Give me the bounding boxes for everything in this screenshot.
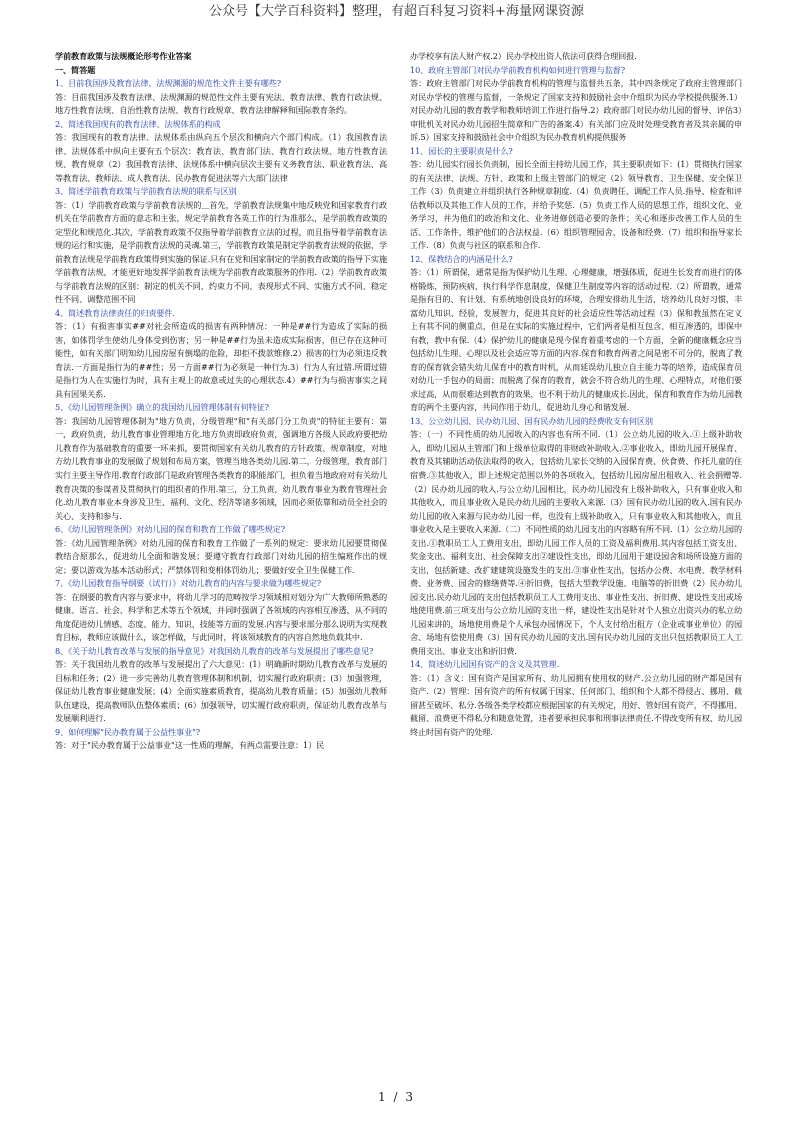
answer-paragraph: 答：（一）不同性质的幼儿园收入的内容也有所不同.（1）公立幼儿园的收入.①上级补助收入，即幼儿园从主管部门和上级单位取得的非财政补助收入.②事业收入，即幼儿园开展保育、教育及其辅助活动依法取得的收入，包括幼儿家长交纳的入园保育费、伙食费、作托儿童的住宿费.③其他收入，即上述规定范围以外的各项收入，包括幼儿园房屋出租收入、社会捐赠等.（2）民办幼儿园的收入.与公立幼儿园相比，民办幼儿园没有上级补助收入，只有事业收入和其他收入，而且事业收入是民办幼儿园的主要收入来源.（3）国有民办幼儿园的收入.国有民办幼儿园的收入来源与民办幼儿园一样，也没有上级补助收入，只有事业收入和其他收入，而且事业收入是主要收入来源.（二）不同性质的幼儿园支出的内容略有所不同.（1）公立幼儿园的支出.①教职员工人工费用支出，即幼儿园工作人员的工资及福利费用.其内容包括工资支出、奖金支出、福利支出、社会保障支出②建设性支出，即幼儿园用于建设园舍和场所设施方面的支出，包括新建、改扩建建筑设施发生的支出.③事业性支出，包括办公费、水电费、教学材料费、业务费、园舍的修缮费等.④折旧费，包括大型教学设施、电脑等的折旧费（2）民办幼儿园支出.民办幼儿园的支出包括教职员工人工费用支出、事业性支出、折旧费、建设性支出或场地使用费.前三项支出与公立幼儿园的支出一样，建设性支出是针对个人独立出资兴办的私立幼儿园来讲的，场地使用费是个人承包办园情况下，个人支付给出租方（企业或事业单位）的园舍、场地有偿使用费（3）国有民办幼儿园的支出.国有民办幼儿园的支出只包括教职员工人工费用支出、事业支出和折旧费. — [410, 429, 742, 656]
answer-paragraph: 答：政府主管部门对民办学前教育机构的管理与监督共五条，其中四条规定了政府主管理部门对民办学校的管理与监督，一条规定了国家支持和鼓励社会中介组织为民办学校提供服务.1）对民办幼儿园的教育教学和教师培训工作进行指导.2）政府部门对民办幼儿园的督导、评估3）审批机关对民办幼儿园招生简章和广告的备案.4）有关部门应及时处理受教育者及其亲属的申诉.5）国家支持和鼓励社会中介组织为民办教育机构提供服务 — [410, 78, 742, 143]
section-heading: 一、简答题 — [55, 64, 96, 75]
answer-paragraph: 办学校享有法人财产权.2）民办学校出资人依法可获得合理回报. — [410, 51, 637, 61]
right-column-content — [410, 50, 742, 739]
question-heading: 9、如何理解"民办教育属于公益性事业"? — [55, 726, 201, 737]
question-heading: 3、简述学前教育政策与学前教育法规的联系与区别 — [55, 186, 237, 197]
question-heading: 2、简述我国现有的教育法律、法规体系的构成 — [55, 118, 221, 129]
answer-paragraph: 答：（1）学前教育政策与学前教育法规的＿首先，学前教育法规集中地反映党和国家教育行政机关在学前教育方面的意志和主张，规定学前教育各英工作的行为准那么，是学前教育政策的定型化和规范化.其次，学前教育政策不仅指导着学前教育立法的过程，而且指导着学前教育法规的运行和实施，是学前教育法规的灵魂.第三，学前教育政策是制定学前教育法规的依据，学前教育法规是学前教育政策得到实施的保证.只有在党和国家制定的学前教育政策的指导下实施学前教育法规，才能更好地发挥学前教育法规为学前教育政策服务的作用.（2）学前教育政策与学前教育法规的区别：制定的机关不同、约束力不同、表现形式不同、实施方式不同、稳定性不同、调整范围不同 — [55, 199, 387, 305]
question-heading: 10、政府主管部门对民办学前教育机构如何进行管理与监督? — [410, 64, 626, 75]
answer-paragraph: 答：我国幼儿园管理体制为"地方负责，分级管理"和"有关部门分工负责"的特征主要有：第一，政府负责，幼儿教育事业管理地方化.地方负责即政府负责，强调地方各级人民政府要把幼儿教育作为基础教育的重要一环来抓，要贯彻国家有关幼儿教育的方针政策、规章制度，对地方幼儿教育事业的发展做了规划和布局方案，管理当地各类幼儿园.第二，分级管理，教育部门实行主要主导作用.教育行政部门是政府管理各类教育的职能部门，担负着当地政府对有关幼儿教育决策的参谋者及贯彻执行的组织者的作用.第三，分工负责，幼儿教育事业为教育管理社会化.幼儿教育事业本身涉及卫生、福利、文化、经济等诸多领域，因而必须依靠和动员全社会的关心、支持和参与. — [55, 415, 387, 521]
answer-paragraph: 答：（1）所谓保，通常是指为保护幼儿生理、心理健康，增强体质，促进生长发育而进行的体格锻炼，预防疾病，执行科学作息制度，保健卫生制度等内容的活动过程.（2）所谓教，通常是指有目的、有计划、有系统地创设良好的环境，合理安排幼儿生活，培养幼儿良好习惯，丰富幼儿知识、经验，发展智力，促进其良好的社会适应性等活动过程（3）保和教虽然在定义上有其不同的侧重点，但是在实际的实施过程中，它们两者是相互包含、相互渗透的，即保中有教，教中有保.（4）保护幼儿的健康是现今保育着重考虑的一个方面，全新的健康概念应当包括幼儿生理、心理以及社会适应等方面的内容.保育和教育两者之间是密不可分的，脱离了教育的保育就会错失幼儿保育中的教育时机，从而延误幼儿独立自主能力等的培养，造成保育员对幼儿一手包办的局面；而脱离了保育的教育，就会不符合幼儿的生理、心理特点，对他们要求过高，从而很难达到教育的效果，也不利于幼儿的健康成长.因此，保育和教育作为幼儿园教育的两个主要内容，共同作用于幼儿，促进幼儿身心和谐发展. — [410, 267, 742, 413]
answer-paragraph: 答：在纲要的教育内容与要求中，将幼儿学习的范畴按学习领域相对划分为广大教师所熟悉的健康、语言、社会、科学和艺术等五个领域，并同时强调了各领域的内容相互渗透，从不同的角度促进幼儿情感、态度、能力、知识、技能等方面的发展.内容与要求部分那么说明为实现教育目标，教师应该做什么，该怎样做，与此同时，将该领域教育的内容自然地负载其中. — [55, 591, 387, 643]
question-heading: 7、《幼儿园教育指导纲要（试行）》对幼儿教育的内容与要求做为哪些规定? — [55, 578, 322, 589]
answer-paragraph: 答：《幼儿园管理条例》对幼儿园的保育和教育工作做了一系列的规定：要求幼儿园要贯彻保教结合原那么，促进幼儿全面和谐发展；要遵守教育行政部门对幼儿园的招生编班作出的规定；要以游戏为基本活动形式；严禁体罚和变相体罚幼儿；要做好安全卫生保健工作. — [55, 537, 387, 575]
question-heading: 14、简述幼儿园国有资产的含义及其管理. — [410, 659, 560, 670]
question-heading: 8、《关于幼儿教育改革与发展的指导意见》对我国幼儿教育的改革与发展提出了哪些意见? — [55, 645, 374, 656]
answer-paragraph: 答：关于我国幼儿教育的改革与发展提出了六大意见：(1）明确新时期幼儿教育改革与发展的目标和任务；(2）进一步完善幼儿教育管理体制和机制，切实履行政府职责；(3）加强管理，保证幼儿教育事业健康发展；(4）全面实施素质教育，提高幼儿教育质量；(5）加强幼儿教师队伍建设，提高教师队伍整体素质；(6）加强领导，切实履行政府职责，保证幼儿教育改革与发展顺利进行. — [55, 659, 387, 724]
question-heading: 11、园长的主要职责是什么? — [410, 145, 513, 156]
question-heading: 5、《幼儿园管理条例》确立的我国幼儿园管理体制有何特征? — [55, 402, 269, 413]
right-column — [410, 50, 742, 1076]
question-heading: 1、目前我国涉及教育法律、法规渊源的规范性文件主要有哪些? — [55, 78, 282, 89]
question-heading: 6、《幼儿园管理条例》对幼儿园的保育和教育工作做了哪些规定? — [55, 524, 285, 535]
answer-paragraph: 答：对于"民办教育属于公益事业"这一性质的理解，有两点需要注意：1）民 — [55, 740, 325, 751]
left-column — [55, 50, 387, 1076]
question-heading: 13、公立幼儿园、民办幼儿园、国有民办幼儿园的经费收支有何区别 — [410, 415, 653, 426]
answer-paragraph: 答：幼儿园实行园长负责制，园长全面主持幼儿园工作，其主要职责如下：(1）贯彻执行国家的有关法律、法规、方针、政策和上级主管部门的规定（2）领导教育、卫生保健、安全保卫工作（3）负责建立并组织执行各种规章制度.（4）负责聘任、调配工作人员.指导、检查和评估教师以及其他工作人员的工作，并给予奖惩.（5）负责工作人员的思想工作，组织文化、业务学习，并为他们的政治和文化、业务进修创造必要的条件；关心和逐步改善工作人员的生活、工作条件，维护他们的合法权益.（6）组织管理园舍、设备和经费.（7）组织和指导家长工作.（8）负责与社区的联系和合作. — [410, 159, 742, 251]
question-heading: 12、保教结合的内涵是什么? — [410, 253, 513, 264]
left-column-content — [55, 77, 387, 753]
page-number: 1 / 3 — [378, 1090, 415, 1104]
top-banner: 公众号【大学百科资料】整理，有超百科复习资料+海量网课资源 — [209, 4, 584, 19]
answer-paragraph: 答：（1）含义：国有资产是国家所有、幼儿园拥有使用权的财产.公立幼儿园的财产都是国有资产.（2）管理：国有资产的所有权属于国家、任何部门、组织和个人都不得侵占、挪用、截留甚至破坏、私分.各级各类学校都应根据国家的有关规定，用好、管好国有资产，不得挪用、截留、浪费更不得私分和随意处置，违者要承担民事和刑事法律责任.不得改变所有权、幼儿园终止时国有资产的处理. — [410, 672, 742, 737]
answer-paragraph: 答：（1）有损害事实##对社会所造成的损害有两种情况：一种是##行为造成了实际的损害，如体罚学生使幼儿身体受到伤害；另一种是##行为虽未造成实际损害，但已存在这种可能性，如有关部门明知幼儿园房屋有倒塌的危险，却拒不拨款维修.2）损害的行为必须违反教育法.一方面是指行为的##性；另一方面##行为必须是一种行为.3）行为人有过错.所谓过错是指行为人在实施行为时，具有主观上的故意或过失的心理状态.4）##行为与损害事实之间具有因果关系. — [55, 321, 387, 399]
answer-paragraph: 答：目前我国涉及教育法律、法规渊源的规范性文件主要有宪法、教育法律、教育行政法规、地方性教育法规、自治性教育法规、教育行政规章、教育法律解释和国际教育条约。 — [55, 91, 387, 116]
document-title: 学前教育政策与法规概论形考作业答案 — [55, 51, 192, 61]
question-heading: 4、简述教育法律责任的归责要件. — [55, 307, 175, 318]
answer-paragraph: 答：我国现有的教育法律、法规体系由纵向五个层次和横向六个部门构成。（1）我国教育法律、法规体系中纵向主要有五个层次：教育法、教育部门法、教育行政法规、地方性教育法规、教育规章（2）我国教育法律、法规体系中横向层次主要有义务教育法、职业教育法、高等教育法、教师法、成人教育法、民办教育促进法等六大部门法律 — [55, 132, 387, 183]
